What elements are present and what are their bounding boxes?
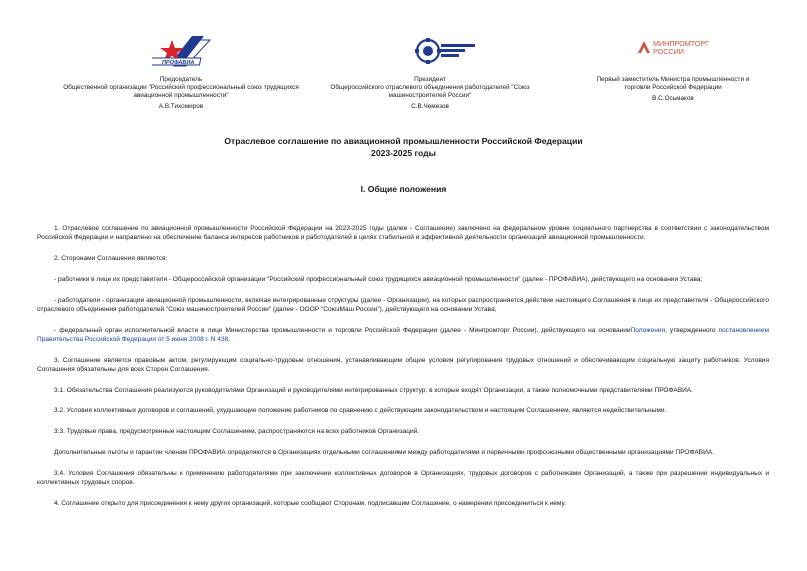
paragraph: - работники в лице их представителя - Общероссийской организации "Российский профессиональный союз трудящихся авиационной промышленности" (далее - ПРОФАВИА), действующего на основании Устава; <box>54 275 703 283</box>
title-line-2: 2023-2025 годы <box>371 148 436 158</box>
svg-text:МИНПРОМТОРГ: МИНПРОМТОРГ <box>653 39 710 48</box>
paragraph-text: . <box>228 335 231 343</box>
paragraph: 4. Соглашение открыто для присоединения к нему других организаций, которые сообщают Сторонам, подписавшим Соглашение, о намерении присоединиться к нему. <box>54 499 566 507</box>
signatory-name: С.В.Чемезов <box>411 103 449 110</box>
document-body <box>37 224 769 520</box>
postanovlenie-link[interactable]: постановлением Правительства Российской Федерации от 5 июня 2008 г. N 438 <box>37 326 769 343</box>
paragraph <box>37 326 769 344</box>
polozhenie-link[interactable]: Положения <box>630 326 666 334</box>
signatory-position: Первый заместитель Министра промышленности и торговли Российской Федерации <box>596 76 750 91</box>
signatory-name: А.В.Тихомиров <box>158 103 204 110</box>
svg-text:ПРОФАВИА: ПРОФАВИА <box>162 60 195 66</box>
paragraph: - работодатели - организации авиационной промышленности, включая интегрированные структуры (далее - Организации), на которых распространяется действие настоящего Соглашения в лице их представителя - Общероссийского отраслевого объединения работодателей "Союз машиностроителей России" (далее - ОООР "СоюзМаш России"), действующего на основании Устава; <box>37 296 769 313</box>
profavia-logo-icon <box>152 34 214 70</box>
paragraph: 3.3. Трудовые права, предусмотренные настоящим Соглашением, распространяются на всех работников Организаций. <box>54 428 420 436</box>
signatory-position: Президент <box>414 76 446 83</box>
paragraph: Дополнительные льготы и гарантии членам ПРОФАВИА определяются в Организациях отдельными соглашениями между работодателями и первичными профсоюзными общественными организациями ПРОФАВИА. <box>54 448 714 456</box>
svg-text:РОССИИ: РОССИИ <box>653 47 684 56</box>
minpromtorg-logo-icon <box>636 38 710 56</box>
paragraph: 3.1. Обязательства Соглашения реализуются руководителями Организаций и руководителями интегрированных структур, в которые входят Организации, а также полномочными представителями ПРОФАВИА. <box>54 386 693 394</box>
signatory-name: В.С.Осьмаков <box>652 95 694 102</box>
section-title: I. Общие положения <box>360 184 447 194</box>
paragraph: 1. Отраслевое соглашение по авиационной промышленности Российской Федерации на 2023-2025 годы (далее - Соглашение) заключено на федеральном уровне социального партнерства в соответствии с законодательством Российской Федерации и направлено на обеспечение баланса интересов работников и работодателей в целях стабильной и эффективной деятельности организаций авиационной промышленности. <box>37 225 769 242</box>
signatories-header <box>0 0 807 118</box>
paragraph: 3.4. Условия Соглашения обязательны к применению работодателями при заключении коллективных договоров в Организациях, трудовых договоров с работниками Организаций, а также при разрешении индивидуальных и коллективных трудовых споров. <box>37 469 769 486</box>
title-line-1: Отраслевое соглашение по авиационной промышленности Российской Федерации <box>224 136 583 146</box>
document-title <box>0 135 807 159</box>
paragraph: 2. Сторонами Соглашения являются: <box>54 255 168 262</box>
paragraph-text: , утвержденного <box>665 326 719 334</box>
signatory-position: Председатель <box>159 76 203 83</box>
paragraph-text: - федеральный орган исполнительной власти в лице Министерства промышленности и торговли Российской Федерации (далее - Минпромторг России), действующего на основании <box>54 326 631 334</box>
paragraph: 3.2. Условия коллективных договоров и соглашений, ухудшающие положение работников по сравнению с действующим законодательством и настоящим Соглашением, являются недействительными. <box>54 407 667 415</box>
soyuzmash-logo-icon <box>415 38 477 64</box>
signatory-org: Общероссийского отраслевого объединения работодателей "Союз машиностроителей России" <box>330 84 530 99</box>
signatory-org: Общественной организации "Российский профессиональный союз трудящихся авиационной промышленности" <box>63 84 299 99</box>
paragraph: 3. Соглашение является правовым актом, регулирующим социально-трудовые отношения, устанавливающим общие условия регулирования трудовых отношений и обеспечивающим социальную защиту работников. Условия Соглашения обязательны для всех Сторон Соглашения. <box>37 356 769 373</box>
